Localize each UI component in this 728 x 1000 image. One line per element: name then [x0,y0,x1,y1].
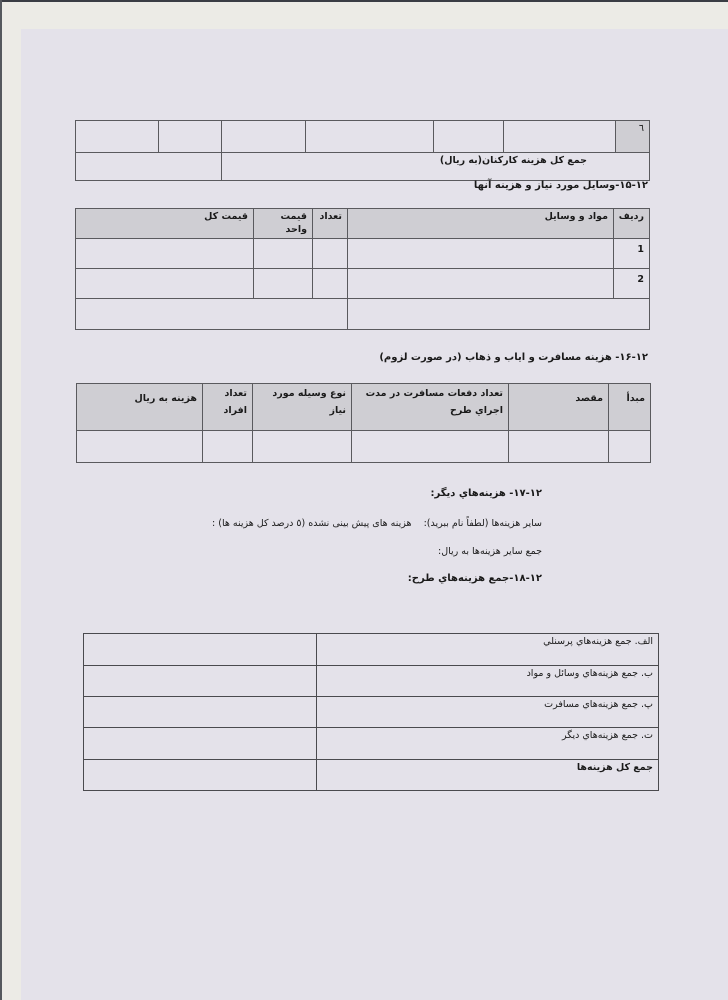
table-cell[interactable] [254,239,313,269]
table-cell[interactable] [313,269,348,299]
table-header-row [76,209,650,239]
table-row [84,666,659,697]
column-header: قیمت واحد [254,209,313,239]
table-cell[interactable] [222,121,306,153]
table-row [76,121,650,153]
column-header: ردیف [614,209,650,239]
table-cell[interactable] [352,431,509,463]
row-number-cell: ٦ [616,121,650,153]
table-row [84,634,659,666]
cost-summary-table [83,633,659,791]
table-cell[interactable] [348,239,614,269]
column-header: مبدأ [609,384,651,431]
column-header: تعداد افراد [203,384,253,431]
table-row [77,431,651,463]
table-cell[interactable] [313,239,348,269]
travel-table [76,383,651,463]
table-row [76,153,650,181]
table-cell[interactable] [76,299,348,330]
section-17-heading: ۱۷-۱۲- هزینه‌هاي دیگر: [430,488,542,499]
staff-total-value[interactable] [76,153,222,181]
table-cell[interactable] [609,431,651,463]
table-cell[interactable] [76,239,254,269]
table-cell[interactable] [509,431,609,463]
other-costs-sum-label: جمع سایر هزینه‌ها به ریال: [438,546,542,557]
summary-label: ب. جمع هزینه‌هاي وسائل و مواد [317,666,659,697]
scan-edge [0,0,728,2]
staff-cost-table [75,120,650,181]
other-costs-value[interactable]: هزینه های پیش بینی نشده (٥ درصد کل هزینه ها) : [212,518,412,529]
column-header: تعداد [313,209,348,239]
table-cell[interactable] [504,121,616,153]
table-header-row [77,384,651,431]
other-costs-label: سایر هزینه‌ها (لطفاً نام ببرید): [423,518,542,529]
table-row [76,269,650,299]
summary-value[interactable] [84,728,317,760]
column-header: هزینه به ریال [77,384,203,431]
table-cell[interactable] [253,431,352,463]
summary-value[interactable] [84,666,317,697]
table-row [76,239,650,269]
section-15-heading: ۱۵-۱۲-وسایل مورد نیاز و هزینه آنها [473,180,648,191]
staff-total-label: جمع کل هزینه کارکنان(به ریال) [222,153,650,181]
section-18-heading: ۱۸-۱۲-جمع هزینه‌هاي طرح: [407,573,542,584]
table-cell[interactable] [76,269,254,299]
summary-total-value[interactable] [84,760,317,791]
table-cell[interactable] [306,121,434,153]
table-cell[interactable] [348,269,614,299]
summary-value[interactable] [84,697,317,728]
summary-total-label: جمع کل هزینه‌ها [317,760,659,791]
column-header: نوع وسیله مورد نیاز [253,384,352,431]
scan-edge [0,0,2,1000]
column-header: مواد و وسایل [348,209,614,239]
summary-label: الف. جمع هزینه‌هاي پرسنلي [317,634,659,666]
table-row [84,728,659,760]
other-costs-line [212,518,542,529]
section-16-heading: ۱۶-۱۲- هزینه مسافرت و ایاب و ذهاب (در صورت لزوم) [379,352,648,363]
table-cell[interactable] [76,121,159,153]
summary-label: ت. جمع هزینه‌هاي دیگر [317,728,659,760]
table-cell[interactable] [434,121,504,153]
summary-value[interactable] [84,634,317,666]
table-row [76,299,650,330]
summary-label: پ. جمع هزینه‌هاي مسافرت [317,697,659,728]
equipment-table [75,208,650,330]
table-cell[interactable] [159,121,222,153]
column-header: تعداد دفعات مسافرت در مدت اجراي طرح [352,384,509,431]
row-number: 1 [614,239,650,269]
column-header: مقصد [509,384,609,431]
table-cell[interactable] [348,299,650,330]
row-number: 2 [614,269,650,299]
table-row [84,697,659,728]
table-cell[interactable] [254,269,313,299]
table-row [84,760,659,791]
column-header: قیمت کل [76,209,254,239]
table-cell[interactable] [77,431,203,463]
table-cell[interactable] [203,431,253,463]
